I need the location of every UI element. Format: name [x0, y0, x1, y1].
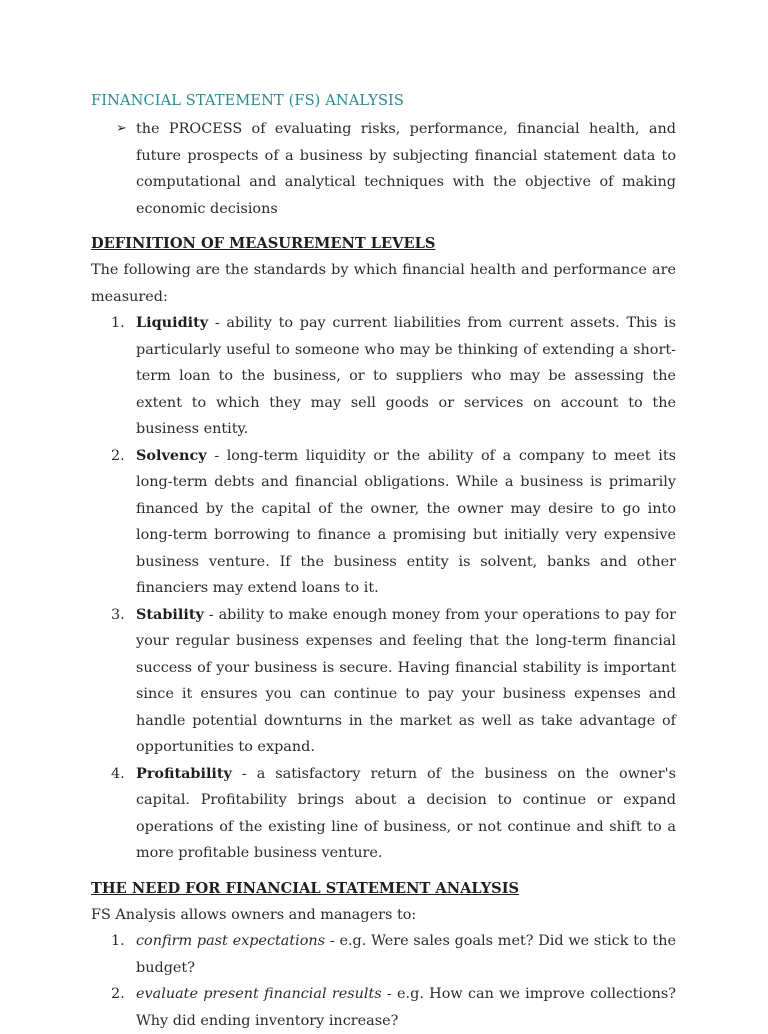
- list-item-confirm-past: [91, 928, 676, 981]
- intro-bullet-list: [91, 116, 676, 222]
- analysis-uses-list: [91, 928, 676, 1034]
- list-number: 4.: [111, 765, 125, 782]
- definition-confirm-past: - e.g. Were sales goals met? Did we stick to the budget?: [136, 933, 676, 976]
- term-liquidity: Liquidity: [136, 314, 209, 331]
- list-number: 2.: [111, 447, 125, 464]
- measurement-levels-list: [91, 310, 676, 867]
- term-solvency: Solvency: [136, 446, 207, 464]
- section-heading-need-for-analysis: THE NEED FOR FINANCIAL STATEMENT ANALYSIS: [91, 879, 520, 897]
- definition-evaluate-present: - e.g. How can we improve collections? Why did ending inventory increase?: [136, 986, 677, 1029]
- list-item-liquidity: [91, 310, 676, 443]
- section-lead-measurement-levels: The following are the standards by which financial health and performance are measured:: [91, 262, 676, 305]
- section-heading-measurement-levels: DEFINITION OF MEASUREMENT LEVELS: [91, 235, 436, 252]
- arrow-bullet-icon: ➢: [116, 121, 127, 136]
- intro-bullet-text: the PROCESS of evaluating risks, performance, financial health, and future prospects of a business by subjecting financial statement data to computational and analytical techniques with the objective of making economic decisions: [136, 121, 676, 217]
- list-number: 2.: [111, 986, 125, 1002]
- definition-liquidity: - ability to pay current liabilities from current assets. This is particularly useful to someone who may be thinking of extending a short-term loan to the business, or to suppliers who may be assessing the extent to which they may sell goods or services on account to the business entity.: [136, 315, 676, 437]
- list-number: 1.: [111, 933, 125, 949]
- list-item-profitability: [91, 761, 676, 867]
- term-profitability: Profitability: [136, 764, 232, 782]
- definition-stability: - ability to make enough money from your operations to pay for your regular business expenses and feeling that the long-term financial success of your business is secure. Having financial stability is important since it ensures you can continue to pay your business expenses and handle potential downturns in the market as well as take advantage of opportunities to expand.: [136, 606, 676, 755]
- document-title: FINANCIAL STATEMENT (FS) ANALYSIS: [91, 92, 405, 109]
- list-item-evaluate-present: [91, 981, 676, 1034]
- definition-profitability: - a satisfactory return of the business on the owner's capital. Profitability brings about a decision to continue or expand operations of the existing line of business, or not continue and shift to a more profitable business venture.: [136, 765, 676, 861]
- term-stability: Stability: [136, 605, 204, 623]
- term-confirm-past: confirm past expectations: [136, 933, 326, 949]
- term-evaluate-present: evaluate present financial results: [136, 986, 382, 1002]
- list-number: 1.: [111, 315, 125, 331]
- list-item-solvency: [91, 443, 676, 602]
- intro-bullet-item: [91, 116, 676, 222]
- list-number: 3.: [111, 606, 125, 623]
- definition-solvency: - long-term liquidity or the ability of a company to meet its long-term debts and financial obligations. While a business is primarily financed by the capital of the owner, the owner may desire to go into long-term borrowing to finance a promising but initially very expensive business venture. If the business entity is solvent, banks and other financiers may extend loans to it.: [136, 447, 676, 596]
- section-lead-need-for-analysis: FS Analysis allows owners and managers to:: [91, 906, 417, 923]
- list-item-stability: [91, 602, 676, 761]
